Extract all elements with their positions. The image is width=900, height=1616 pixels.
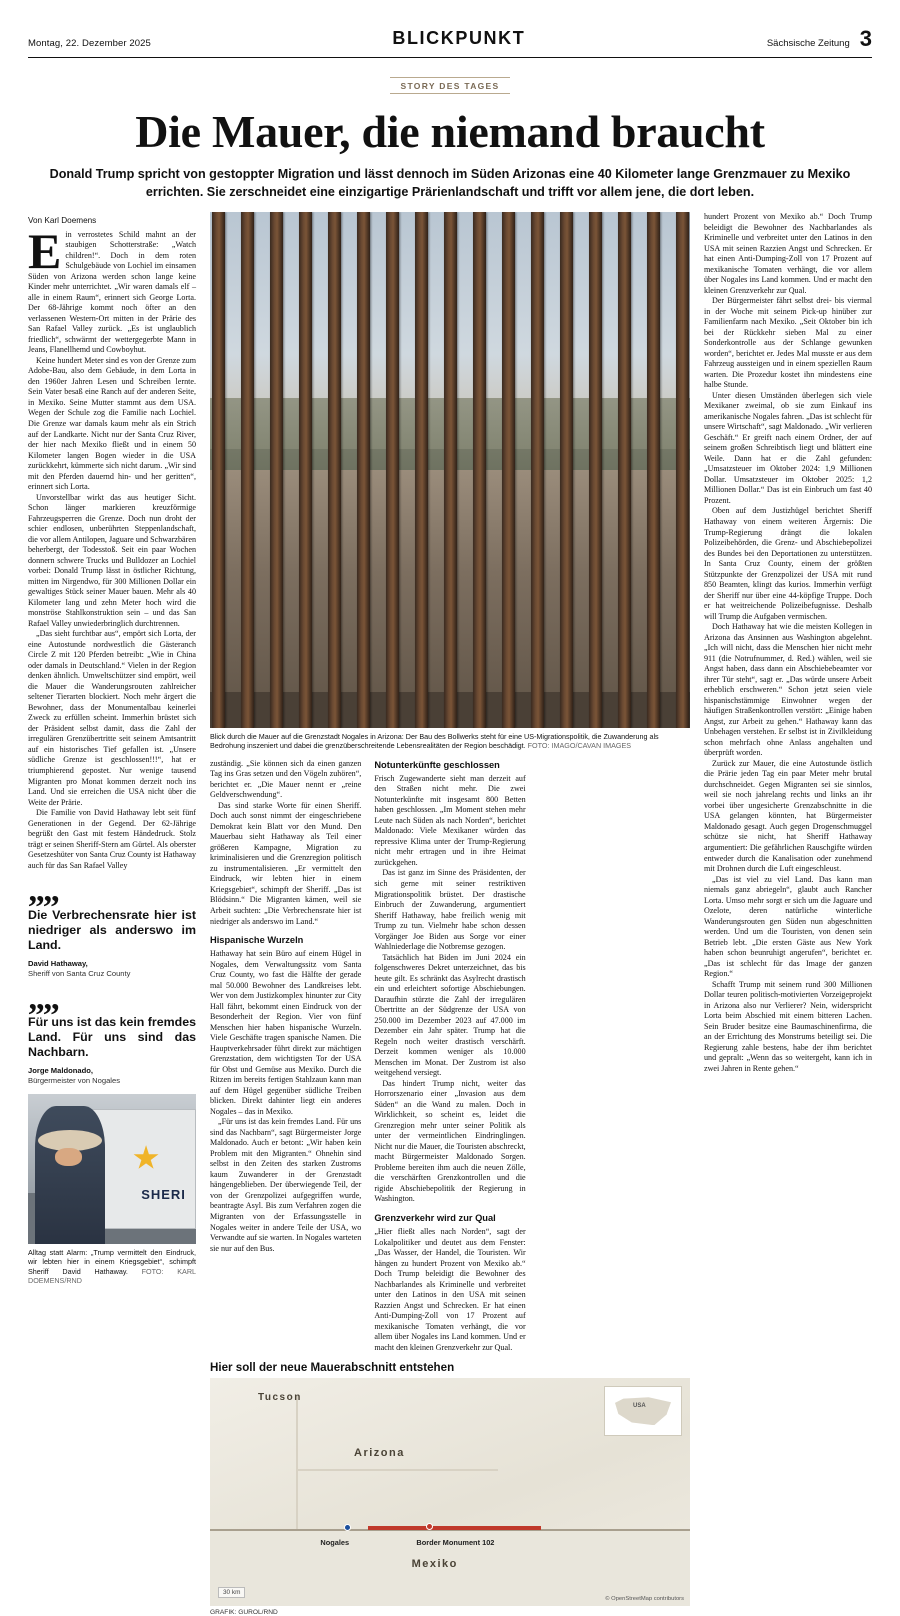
map-label-tucson: Tucson bbox=[258, 1391, 302, 1403]
article-grid bbox=[28, 212, 872, 1616]
map-new-wall-segment bbox=[368, 1526, 541, 1530]
caption-text: Blick durch die Mauer auf die Grenzstadt Nogales in Arizona: Der Bau des Bollwerks steht für eine US-Migrationspolitik, die Zuwanderung als Bedrohung inszeniert und dabei die grenzüberschreitende Lebensrealitäten der Region beschädigt. bbox=[210, 732, 659, 751]
body-paragraph: Frisch Zugewanderte sieht man derzeit auf den Straßen nicht mehr. Die zwei Notunterkünfte mit insgesamt 800 Betten haben geschlossen. „Im Moment stehen mehr Leute nach Süden als nach Norden“, berichtet Maldonado: Viele Mexikaner würden das repressive Klima unter der Trump-Regierung nicht mehr ertragen und in ihre Heimat zurückgehen. bbox=[374, 773, 526, 867]
body-paragraph: Keine hundert Meter sind es von der Grenze zum Adobe-Bau, also dem Gebäude, in dem Lorta in den 1960er Jahren Lesen und Schreiben lernte. Sein Vater besaß eine Ranch auf der anderen Seite, in Mexiko. Seine Mutter stammt aus dem USA. Wegen der Schule zog die Familie nach Lochiel. Die Grenze war damals kaum mehr als ein Strich auf der Landkarte. Nicht nur der Santa Cruz River, der hier nach Mexiko fließt und in einem 50 Kilometer langen Bogen wieder in die USA zurückkehrt, kümmerte sich nicht darum. „Wir sind mit den Pferden dauernd hin- und her geritten“, erinnert sich Lorta. bbox=[28, 355, 196, 492]
body-paragraph: „Das sieht furchtbar aus“, empört sich Lorta, der eine Autostunde nordwestlich die Gästeranch Circle Z mit 120 Pferden betreibt: „Wie in China oder damals in Deutschland.“ Vielen in der Region denken ähnlich. Umweltschützer sind empört, weil die Mauer die Wanderungsrouten zahlreicher seltener Tierarten blockiert. Noch mehr ärgert die Bewohner, dass der Monumentalbau keinerlei Zweck zu erfüllen scheint. Immerhin brüstet sich der Präsident selbst damit, dass die Zahl der irregulären Grenzübertritte seit seinem Amtsantritt auf ein historisches Tief gefallen ist. „Unsere südliche Grenze ist geschlossen!!!“, hat er triumphierend gepostet. Nur wenige tausend Migranten pro Monat kommen derzeit noch ins Land. Und sie erreichen die USA nicht über die Weite der Prärie. bbox=[28, 629, 196, 807]
body-paragraph: Das hindert Trump nicht, weiter das Horrorszenario einer „Invasion aus dem Süden“ an die Wand zu malen. Doch in Wirklichkeit, so scheint es, leidet die Grenzregion mehr unter seiner Politik als unter der vermeintlichen Eindringlingen. Nicht nur die Mauer, die Touristen abschreckt, macht Bürgermeister Maldonado Sorgen. Probleme bereiten ihm auch die neuen Zölle, die verschärften Grenzkontrollen und die rigide Abschiebepolitik der Regierung in Washington. bbox=[374, 1078, 526, 1204]
border-map[interactable] bbox=[210, 1378, 690, 1606]
center-subcolumn-1 bbox=[210, 759, 361, 1353]
page-title: Die Mauer, die niemand braucht bbox=[135, 106, 765, 157]
quote-mark-icon: „„ bbox=[28, 979, 58, 1017]
map-block bbox=[210, 1361, 690, 1616]
body-paragraph: Doch Hathaway hat wie die meisten Kollegen in Arizona das Ansinnen aus Washington abgelehnt. „Ich will nicht, dass die Menschen hier nicht mehr 911 (die Notrufnummer, d. Red.) wählen, weil sie Angst haben, dass dann ein Abschiebebeamter vor ihrer Tür steht“, sagt er. „Das würde unsere Arbeit erheblich erschweren.“ Schon jetzt seien viele hispanischstämmige Einwohner wegen der häufigen Straßenkontrollen verstört: „Einige haben Angst, zur Arbeit zu gehen.“ Hathaway kann das Unbehagen verstehen. Er selbst ist in Zivilkleidung schon mehrfach ohne Anlass angehalten und überprüft worden. bbox=[704, 622, 872, 758]
body-paragraph: Das sind starke Worte für einen Sheriff. Doch auch sonst nimmt der eingeschriebene Demokrat kein Blatt vor den Mund. Den Mauerbau sieht Hathaway als Teil einer größeren Kampagne, Migration zu kriminalisieren und die Grenzregion politisch zu instrumentalisieren. „Er vermittelt den Eindruck, wir lebten hier in einem Kriegsgebiet“, schimpft der Sheriff. „Das ist Blödsinn.“ Die Migranten kämen, weil sie Arbeit suchten: „Die Verbrechensrate hier ist niedriger als anderswo im Land.“ bbox=[210, 800, 362, 926]
photo-credit: FOTO: IMAGO/CAVAN IMAGES bbox=[527, 741, 632, 751]
story-kicker: STORY DES TAGES bbox=[390, 77, 509, 94]
masthead-right bbox=[766, 26, 872, 52]
pullquote-text: Für uns ist das kein fremdes Land. Für uns sind das Nachbarn. bbox=[28, 1015, 197, 1060]
center-subcolumn-2 bbox=[374, 759, 525, 1353]
quote-mark-icon: „„ bbox=[28, 872, 58, 910]
body-paragraph: „Hier fließt alles nach Norden“, sagt der Lokalpolitiker und deutet aus dem Fenster: „Das Wasser, der Handel, die Touristen. Wir hängen zu hundert Prozent von Mexiko ab.“ Doch Trump beleidigt die Bewohner des Nachbarlandes als Kriminelle und verbreitet unter den Latinos in den USA mit seinen Razzien Angst und Schrecken. Er hat einen Anti-Dumping-Zoll von 17 Prozent auf mexikanische Tomaten verhängt, die vor allem über Nogales ins Land kommen. Und er macht den kleinen Grenzverkehr zur Qual. bbox=[374, 1227, 526, 1352]
main-photo bbox=[210, 212, 690, 728]
map-graphic-credit: GRAFIK: GUROL/RND bbox=[210, 1609, 278, 1616]
map-inset-usa bbox=[604, 1386, 682, 1436]
body-paragraph: hundert Prozent von Mexiko ab.“ Doch Trump beleidigt die Bewohner des Nachbarlandes als Kriminelle und verbreitet unter den Latinos in den USA mit seinen Razzien Angst und Schrecken. Er hat einen Anti-Dumping-Zoll von 17 Prozent auf mexikanische Tomaten verhängt, die vor allem über Nogales ins Land kommen. Und er macht den kleinen Grenzverkehr zur Qual. bbox=[704, 212, 872, 295]
map-dot-monument bbox=[426, 1523, 433, 1530]
body-paragraph: Tatsächlich hat Biden im Juni 2024 ein folgenschweres Dekret unterzeichnet, das bis heute gilt. Es schränkt das Asylrecht drastisch ein und erleichtert sofortige Abschiebungen. Daraufhin stürzte die Zahl der irregulären Übertritte an der Südgrenze der USA von 250.000 im Dezember 2023 auf 47.000 im Dezember ein Jahr später. Trump hat die Regeln noch weiter drastisch verschärft. Derzeit kommen weniger als 10.000 Menschen im Monat. Der Zustrom ist also weitgehend versiegt. bbox=[374, 952, 526, 1078]
border-wall-slats bbox=[210, 212, 690, 728]
body-paragraph: Ein verrostetes Schild mahnt an der staubigen Schotterstraße: „Watch children!“. Doch in dem roten Schulgebäude von Lochiel im einsamen Süden von Arizona werden schon lange keine Kinder mehr unterrichtet. „Wir waren damals elf – alle in einem Raum“, erinnert sich George Lorta. Der 68-Jährige kommt noch öfter an den verlassenen Western-Ort mitten in der Prärie des San Rafael Valley zurück. „Es ist unglaublich friedlich“, schwärmt der wettergegerbte Mann in Jeans, Flanellhemd und Cowboyhut. bbox=[28, 222, 196, 355]
subheading: Notunterkünfte geschlossen bbox=[374, 759, 500, 770]
pullquote-text: Die Verbrechensrate hier ist niedriger als anderswo im Land. bbox=[28, 907, 196, 952]
center-subcolumns bbox=[210, 759, 690, 1353]
pullquote-role: Sheriff von Santa Cruz County bbox=[28, 968, 131, 978]
map-inset-label: USA bbox=[633, 1403, 646, 1410]
pullquote-maldonado bbox=[28, 979, 197, 1086]
map-city-nogales: Nogales bbox=[320, 1537, 350, 1547]
map-road bbox=[296, 1469, 498, 1471]
column-center bbox=[210, 212, 690, 1616]
map-title: Hier soll der neue Mauerabschnitt entstehen bbox=[210, 1361, 455, 1375]
kicker-wrap bbox=[28, 76, 872, 94]
body-paragraph: Hathaway hat sein Büro auf einem Hügel in Nogales, dem Verwaltungssitz vom Santa Cruz County, wo fast die Hälfte der gerade mal 50.000 Bewohner des Landkreises lebt. Wer von dem Justizkomplex hinunter zur City Hall fährt, bekommt einen Eindruck von der Besonderheit der Region. Vier von fünf Menschen hier haben hispanische Wurzeln. Viele Geschäfte tragen spanische Namen. Die Hauptverkehrsader führt direkt zur mächtigen Grenzstation, dem wichtigsten Tor der USA für Obst und Gemüse aus Mexiko. Durch die Ritzen im bereits fertigen Stahlzaun kann man auf dem Hügel gegenüber südliche Treiben blicken. Direkt dahinter liegt ein anderes Nogales – das in Mexiko. bbox=[210, 949, 362, 1116]
section-title: BLICKPUNKT bbox=[392, 28, 526, 48]
page-number: 3 bbox=[859, 26, 872, 52]
main-photo-caption bbox=[210, 728, 690, 751]
body-paragraph: „Für uns ist das kein fremdes Land. Für uns sind das Nachbarn“, sagt Bürgermeister Jorge Maldonado. Auch er betont: „Wir haben kein Problem mit den Migranten.“ Ohnehin sind selbst in den Zeiten des starken Zustroms kaum Zuwanderer in der Grenzstadt hängengeblieben. Der überwiegende Teil, der von der Grenzpolizei aufgegriffen wurde, beantragte Asyl. Bis zum Verfahren zogen die Migranten von der Erfassungsstelle in Nogales weiter in andere Teile der USA, wo Verwandte auf sie warten. In Nogales warteten sie nur auf den Bus. bbox=[210, 1117, 362, 1253]
body-paragraph: Oben auf dem Justizhügel berichtet Sheriff Hathaway von einem weiteren Ärgernis: Die Trump-Regierung drängt die lokalen Polizeibehörden, die Grenz- und Abschiebepolizei des Bundes bei den Deportationen zu unterstützen. In Santa Cruz County, einem der größten Stützpunkte der Grenzpolizei der USA mit rund 850 Beamten, klingt das kurios. Immerhin verfügt der Sheriff nur über eine 44-köpfige Truppe. Doch er hat weitreichende Polizeibefugnisse. Deshalb will Trump die Aufgaben vermischen. bbox=[704, 506, 872, 621]
subheading: Grenzverkehr wird zur Qual bbox=[374, 1212, 496, 1223]
pullquote-author: David Hathaway, bbox=[28, 958, 88, 968]
body-paragraph: „Das ist viel zu viel Land. Das kann man niemals ganz abriegeln“, glaubt auch Rancher Lorta. Umso mehr sorgt er sich um die Jaguare und Ozelote, deren natürliche winterliche Wanderungsrouten gen Süden nun abgeschnitten werden. Und um die Touristen, von denen sein Betrieb lebt. „Die ersten Gäste aus New York haben schon beunruhigt angerufen“, berichtet er. „Das ist schlecht für das Image der ganzen Region.“ bbox=[704, 874, 872, 979]
sheriff-photo-caption bbox=[28, 1248, 196, 1285]
masthead-rule bbox=[28, 57, 872, 58]
masthead bbox=[28, 0, 872, 55]
body-paragraph: Die Familie von David Hathaway lebt seit fünf Generationen in der Gegend. Der 62-Jährige begrüßt den Gast mit festem Händedruck. Stolz trägt er seinen Sheriff-Stern am Gürtel. Als oberster Gesetzeshüter von Santa Cruz County ist Hathaway auch für das San Rafael Valley bbox=[28, 808, 196, 870]
publication-name: Sächsische Zeitung bbox=[766, 38, 850, 49]
caption-text: Alltag statt Alarm: „Trump vermittelt den Eindruck, wir lebten hier in einem Kriegsgebiet“, schimpft Sheriff David Hathaway. bbox=[28, 1248, 196, 1276]
sheriff-figure bbox=[35, 1106, 106, 1244]
body-paragraph: Unvorstellbar wirkt das aus heutiger Sicht. Schon länger markieren kreuzförmige Fahrzeugsperren die Grenze. Doch nun droht der schier endlosen, unberührten Steppenlandschaft, die vor allem Antilopen, Jaguare und Schwarzbären beherbergt, der Todesstoß. Seit ein paar Wochen donnern schwere Trucks und Bulldozer an Lochiel vorbei: Donald Trump lässt in östlicher Richtung, mitten im Nirgendwo, für 300 Millionen Dollar ein gewaltiges Stück seiner Mauer bauen. Mehr als 40 Kilometer lang und zehn Meter hoch wird die monströse Stahlkonstruktion sein – und das San Rafael Valley unwiederbringlich durchtrennen. bbox=[28, 492, 196, 628]
pullquote-role: Bürgermeister von Nogales bbox=[28, 1076, 121, 1086]
issue-date: Montag, 22. Dezember 2025 bbox=[28, 38, 151, 49]
column-left bbox=[28, 212, 196, 1616]
usa-outline bbox=[615, 1397, 671, 1425]
body-paragraph: Schafft Trump mit seinem rund 300 Millionen Dollar teuren politisch-motivierten Vorzeigeprojekt in Arizona also nur Verlierer? Nein, widerspricht Lorta beim Abschied mit einem bitteren Lachen. Sein Bruder besitze eine Baumaschinenfirma, die an der Errichtung des Monstrums beteiligt sei. Die Regierung zahle bestens, habe der ihm berichtet und gepralt: „Wenn das so weitergeht, kann ich in zwei Jahren in Rente gehen.“ bbox=[704, 979, 872, 1073]
body-paragraph: zuständig. „Sie können sich da einen ganzen Tag ins Gras setzen und den Vögeln zuhören“, berichtet er. „Die Mauer nennt er „reine Geldverschwendung“. bbox=[210, 758, 362, 800]
body-paragraph: Zurück zur Mauer, die eine Autostunde östlich die Prärie jeden Tag ein paar Meter mehr brutal durchschneidet. Gegen Migranten sei sie sinnlos, weil sie noch jahrelang rechts und links an ihr vorbei über ungesicherte Grenzabschnitte in die USA gelangen könnten, hat Bürgermeister Maldonado gesagt. Auch gegen Drogenschmuggel schütze sie nicht, hat Sheriff Hathaway argumentiert: Die gefährlichen Rauschgifte würden entweder durch die Kanalisation oder zunehmend mit Drohnen durch die Luft eingeschleust. bbox=[704, 758, 872, 874]
column-right bbox=[704, 212, 872, 1616]
byline: Von Karl Doemens bbox=[28, 216, 97, 226]
subheading: Hispanische Wurzeln bbox=[210, 935, 304, 946]
map-road bbox=[296, 1396, 298, 1528]
sheriff-photo bbox=[28, 1094, 196, 1244]
face bbox=[55, 1148, 82, 1166]
map-label-arizona: Arizona bbox=[354, 1446, 405, 1459]
car-decal-text: SHERI bbox=[141, 1187, 186, 1203]
map-scale: 30 km bbox=[218, 1587, 245, 1598]
pullquote-author: Jorge Maldonado, bbox=[28, 1066, 93, 1076]
map-city-monument: Border Monument 102 bbox=[416, 1537, 495, 1547]
body-paragraph: Der Bürgermeister fährt selbst drei- bis viermal in der Woche mit seinem Pick-up hinüber zur Familienfarm nach Mexiko. „Seit Oktober bin ich bei der Rückkehr sieben Mal zu einer Sonderkontrolle aus der Schlange gewunken worden“, berichtet er. Jedes Mal musste er aus dem Fahrzeug aussteigen und in einem speziellen Raum warten. Die Prozedur kostet ihn mindestens eine halbe Stunde. bbox=[704, 296, 872, 390]
map-label-mexiko: Mexiko bbox=[411, 1558, 458, 1571]
map-attribution: © OpenStreetMap contributors bbox=[605, 1596, 684, 1603]
center-subcolumn-3 bbox=[539, 759, 690, 1353]
photo-credit: FOTO: KARL DOEMENS/RND bbox=[28, 1266, 197, 1286]
body-paragraph: Das ist ganz im Sinne des Präsidenten, der sich gerne mit seiner restriktiven Migrationspolitik brüstet. Der drastische Einbruch der Zuwanderung, argumentiert Sheriff Hathaway, habe freilich wenig mit Trump zu tun. Vielmehr habe schon dessen Vorgänger Joe Biden aus Sorge vor einer Wahlniederlage die Notbremse gezogen. bbox=[374, 868, 526, 952]
body-paragraph: Unter diesen Umständen überlegen sich viele Mexikaner zweimal, ob sie zum Einkauf ins amerikanische Nogales fahren. „Das ist schlecht für unsere Wirtschaft“, sagt Maldonado. „Wir verlieren Geschäft.“ Er greift nach einem Ordner, der auf seinem großen Schreibtisch liegt und blättert eine Weile. Dann hat er die Zahl gefunden: „Umsatzsteuer im Oktober 2024: 1,9 Millionen Dollar. Umsatzsteuer im Oktober 2025: 1,2 Millionen Dollar.“ Das ist ein Einbruch um fast 40 Prozent. bbox=[704, 390, 872, 505]
pullquote-hathaway bbox=[28, 872, 196, 978]
standfirst: Donald Trump spricht von gestoppter Migration und lässt dennoch im Süden Arizonas eine 40 Kilometer lange Grenzmauer zu Mexiko errichten. Sie zerschneidet eine einzigartige Prärienlandschaft und trifft vor allem jene, die dort leben. bbox=[49, 167, 851, 200]
